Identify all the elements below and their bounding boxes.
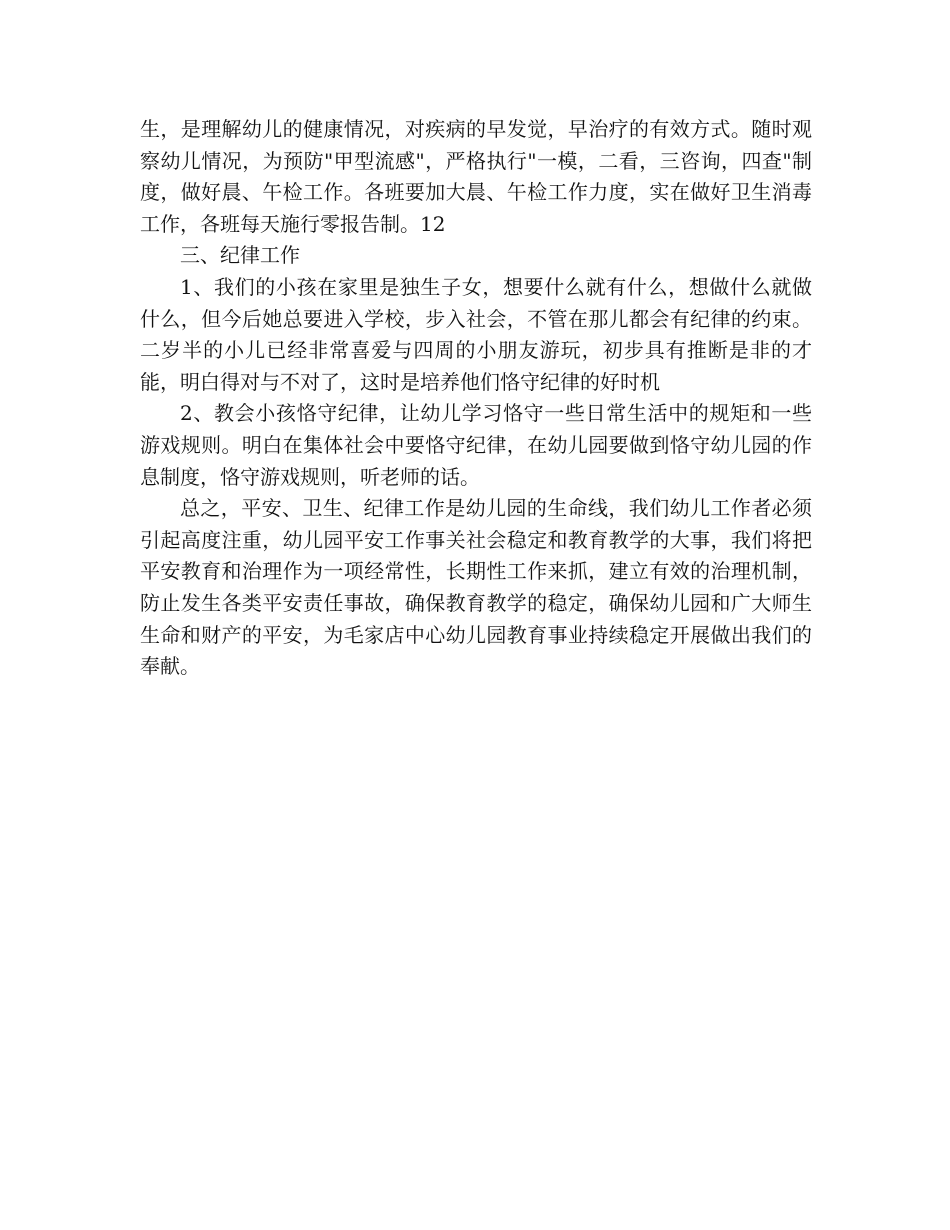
paragraph-discipline-1: 1、我们的小孩在家里是独生子女，想要什么就有什么，想做什么就做什么，但今后她总要进入学校，步入社会，不管在那儿都会有纪律的约束。二岁半的小儿已经非常喜爱与四周的小朋友游玩，初步具有推断是非的才能，明白得对与不对了，这时是培养他们恪守纪律的好时机 xyxy=(140,274,812,394)
document-page xyxy=(140,114,812,683)
paragraph-summary: 总之，平安、卫生、纪律工作是幼儿园的生命线，我们幼儿工作者必须引起高度注重，幼儿园平安工作事关社会稳定和教育教学的大事，我们将把平安教育和治理作为一项经常性，长期性工作来抓，建立有效的治理机制，防止发生各类平安责任事故，确保教育教学的稳定，确保幼儿园和广大师生生命和财产的平安，为毛家店中心幼儿园教育事业持续稳定开展做出我们的奉献。 xyxy=(140,496,812,679)
section-heading-discipline: 三、纪律工作 xyxy=(180,243,300,268)
paragraph-health-check: 生，是理解幼儿的健康情况，对疾病的早发觉，早治疗的有效方式。随时观察幼儿情况，为预防"甲型流感"，严格执行"一模，二看，三咨询，四查"制度，做好晨、午检工作。各班要加大晨、午检工作力度，实在做好卫生消毒工作，各班每天施行零报告制。12 xyxy=(140,117,812,236)
paragraph-discipline-2: 2、教会小孩恪守纪律，让幼儿学习恪守一些日常生活中的规矩和一些游戏规则。明白在集体社会中要恪守纪律，在幼儿园要做到恪守幼儿园的作息制度，恪守游戏规则，听老师的话。 xyxy=(140,401,812,489)
